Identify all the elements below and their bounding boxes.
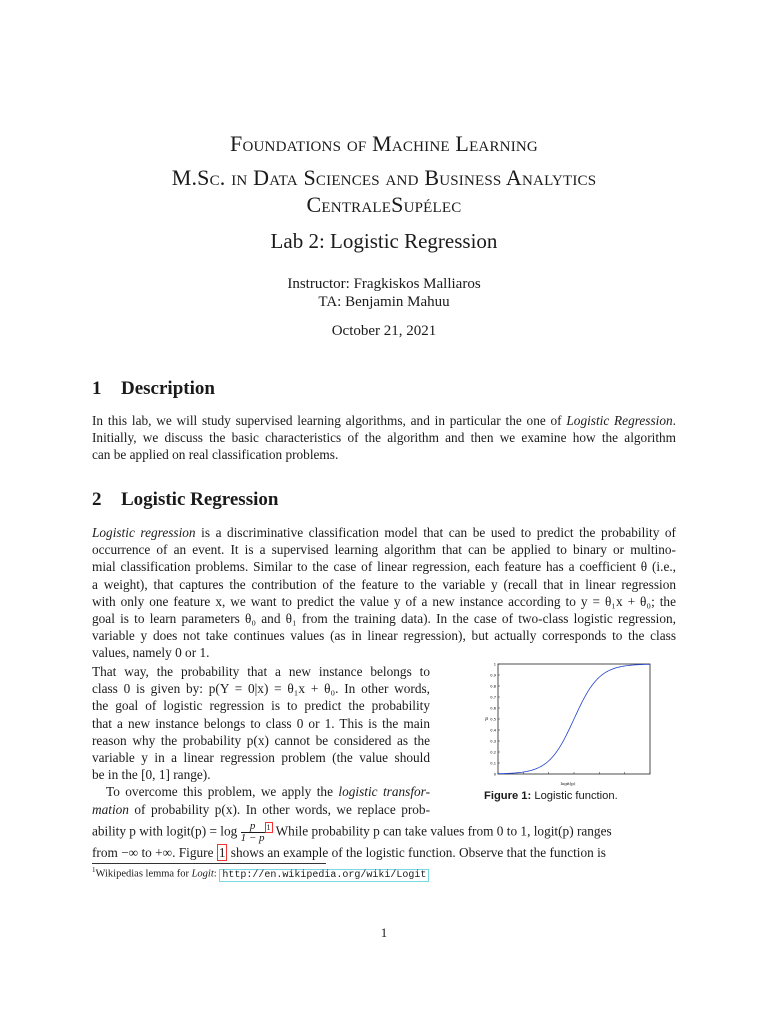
- paragraph-line: the goal of logistic regression is to predict the probability: [92, 698, 430, 714]
- y-tick-label: 0.9: [490, 673, 496, 678]
- paragraph-line: occurrence of an event. It is a supervised learning algorithm that can be applied to binary or multino-: [92, 542, 676, 558]
- course-title: Foundations of Machine Learning: [230, 131, 538, 156]
- figure-link[interactable]: 1: [218, 844, 226, 860]
- y-tick-label: 0.5: [490, 717, 496, 722]
- footnote-rule: [92, 863, 326, 864]
- section-heading-logistic-regression: [92, 489, 278, 511]
- footnote-url[interactable]: http://en.wikipedia.org/wiki/Logit: [219, 869, 429, 882]
- logistic-paragraph-1: [92, 524, 676, 662]
- paragraph-line: Logistic regression is a discriminative classification model that can be used to predict the probability of: [92, 525, 676, 540]
- y-tick-label: 0.6: [490, 706, 496, 711]
- figure-caption-text: Logistic function.: [534, 790, 618, 802]
- paragraph-line: with only one feature x, we want to predict the value y of a new instance according to y = θ₁x + θ₀; the: [92, 593, 676, 609]
- y-tick-label: 1: [493, 662, 496, 667]
- paragraph-line: [92, 844, 676, 861]
- footnote-term: Logit: [191, 868, 214, 880]
- section-number: 2: [92, 489, 102, 510]
- paragraph-line: variable y in a linear regression problem (the value should: [92, 750, 430, 766]
- section-number: 1: [92, 378, 102, 399]
- y-tick-label: 0.2: [490, 750, 496, 755]
- y-tick-label: 0.7: [490, 695, 496, 700]
- fraction-numerator: p: [241, 821, 265, 833]
- section-title: Description: [121, 378, 215, 399]
- fraction-denominator: 1 − p: [240, 831, 265, 844]
- y-tick-label: 0.8: [490, 684, 496, 689]
- footnote: $^1$Wikipedias lemma for Logit: http://en.wikipedia.org/wiki/Logit: [92, 866, 429, 881]
- paragraph-line: In this lab, we will study supervised learning algorithms, and in particular the one of Logistic Regression.: [92, 413, 676, 428]
- paragraph-line: reason why the probability p(x) cannot be considered as the: [92, 732, 430, 748]
- line-text: from −∞ to +∞. Figure: [92, 844, 214, 860]
- logistic-paragraph-3: [92, 819, 676, 861]
- date-line: October 21, 2021: [331, 323, 437, 339]
- y-axis-label: p: [485, 716, 489, 722]
- paragraph-line: be in the [0, 1] range).: [92, 767, 211, 783]
- section-title: Logistic Regression: [121, 489, 279, 510]
- y-tick-label: 0: [493, 772, 496, 777]
- paragraph-line: variable y does not take continues values (as in linear regression), but actually corresponds to the class: [92, 628, 676, 644]
- paragraph-line: can be applied on real classification problems.: [92, 447, 339, 463]
- figure-caption: [484, 790, 618, 802]
- footnote-link[interactable]: 1: [266, 823, 271, 832]
- paragraph-line: that a new instance belongs to class 0 or 1. This is the main: [92, 715, 430, 731]
- y-tick-label: 0.4: [490, 728, 496, 733]
- page-number: 1: [380, 925, 388, 940]
- paragraph-line: a weight), that captures the contribution of the feature to the variable y (recall that in linear regression: [92, 576, 676, 592]
- footnote-mark: 1: [92, 866, 96, 874]
- paragraph-line: goal is to learn parameters θ₀ and θ₁ from the training data). In the case of two-class logistic regression,: [92, 611, 676, 627]
- paragraph-line: class 0 is given by: p(Y = 0|x) = θ₁x + θ₀. In other words,: [92, 681, 430, 697]
- school-title: CentraleSupélec: [306, 192, 462, 217]
- paragraph-line: Initially, we discuss the basic characteristics of the algorithm and then we examine how the algorithm: [92, 430, 676, 446]
- y-tick-label: 0.3: [490, 739, 496, 744]
- paragraph-line: That way, the probability that a new instance belongs to: [92, 664, 430, 679]
- paragraph-line: [92, 819, 676, 844]
- line-text: shows an example of the logistic function. Observe that the function is: [230, 844, 606, 860]
- paragraph-line: values, namely 0 or 1.: [92, 645, 210, 661]
- logistic-chart: [478, 661, 656, 787]
- y-tick-label: 0.1: [490, 761, 496, 766]
- footnote-text: Wikipedias lemma for: [95, 868, 192, 880]
- figure-label: Figure 1:: [484, 790, 532, 802]
- lab-title: Lab 2: Logistic Regression: [270, 229, 498, 253]
- logistic-figure: [478, 661, 656, 787]
- paragraph-line: mation of probability p(x). In other words, we replace prob-: [92, 801, 430, 817]
- x-axis-label: logit(p): [560, 781, 576, 786]
- paragraph-line: mial classification problems. Similar to the case of linear regression, each feature has a coefficient θ (i.e.,: [92, 559, 676, 575]
- logistic-paragraph-2: [92, 663, 430, 818]
- line-text: ability p with logit(p) = log: [92, 823, 238, 839]
- program-title: M.Sc. in Data Sciences and Business Analytics: [171, 165, 597, 190]
- ta-line: TA: Benjamin Mahuu: [318, 294, 450, 310]
- instructor-line: Instructor: Fragkiskos Malliaros: [287, 276, 481, 292]
- line-text: While probability p can take values from 0 to 1, logit(p) ranges: [275, 823, 612, 839]
- description-paragraph: [92, 412, 676, 464]
- section-heading-description: [92, 378, 215, 400]
- fraction: [241, 821, 265, 844]
- paragraph-line: To overcome this problem, we apply the logistic transfor-: [106, 784, 431, 800]
